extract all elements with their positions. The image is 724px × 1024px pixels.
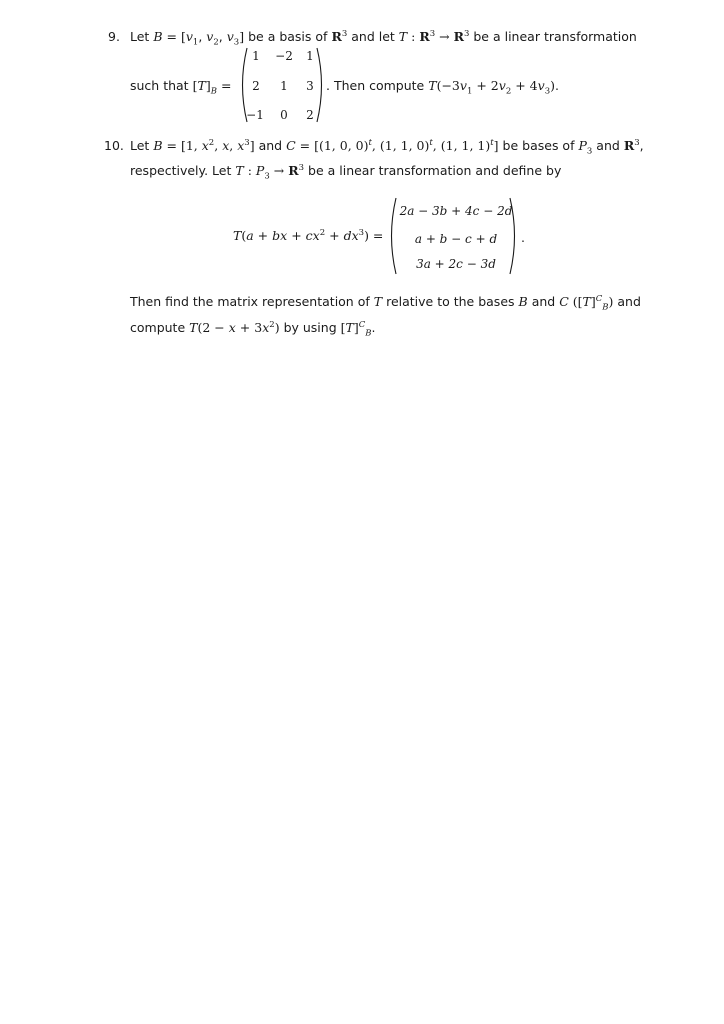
matrix-cell: −2 bbox=[275, 49, 293, 63]
problem-10-number: 10. bbox=[104, 138, 124, 153]
problem-9-number: 9. bbox=[108, 29, 120, 44]
matrix-cell: 1 bbox=[306, 49, 314, 63]
vector-entry: 3a + 2c − 3d bbox=[416, 257, 496, 271]
problem-10-line-3: Then find the matrix representation of T relative to the bases B and C $([T]^C_B)$ and bbox=[130, 293, 641, 313]
vector-entry: 2a − 3b + 4c − 2d bbox=[399, 204, 513, 218]
vector-entry: a + b − c + d bbox=[414, 232, 498, 246]
matrix-cell: 2 bbox=[306, 108, 314, 122]
problem-10-line-1: Let B = [1, $x^2$, x, $x^3$] and C = [(1, 0, 0)$^t$, (1, 1, 0)$^t$, (1, 1, 1)$^t$] be bases of $P_3$ and $R^3$, bbox=[130, 137, 644, 157]
matrix-cell: 1 bbox=[252, 49, 260, 63]
matrix-cell: 3 bbox=[306, 79, 314, 93]
matrix-cell: 0 bbox=[280, 108, 288, 122]
right-paren bbox=[508, 196, 520, 276]
matrix-cell: −1 bbox=[246, 108, 264, 122]
matrix-cell: 1 bbox=[280, 79, 288, 93]
problem-9-line-1: Let $B = [v_1$, $v_2$, $v_3$] be a basis of $R^3$ and let T : $R^3 \to R^3$ be a linear transformation bbox=[130, 28, 637, 48]
problem-10-definition: T(a + bx + $cx^2 + dx^3$) = bbox=[233, 227, 384, 243]
problem-10-line-2: respectively. Let T : $P_3 \to R^3$ be a linear transformation and define by bbox=[130, 162, 562, 182]
matrix-cell: 2 bbox=[252, 79, 260, 93]
problem-10-line-4: compute $T(2 - x + 3x^2)$ by using $[T]^C_B$. bbox=[130, 319, 376, 339]
problem-9-line-2b: . Then compute $T(-3v_1 + 2v_2 + 4v_3)$. bbox=[326, 78, 559, 97]
problem-9-line-2: such that $[T]_B$ = bbox=[130, 78, 232, 97]
